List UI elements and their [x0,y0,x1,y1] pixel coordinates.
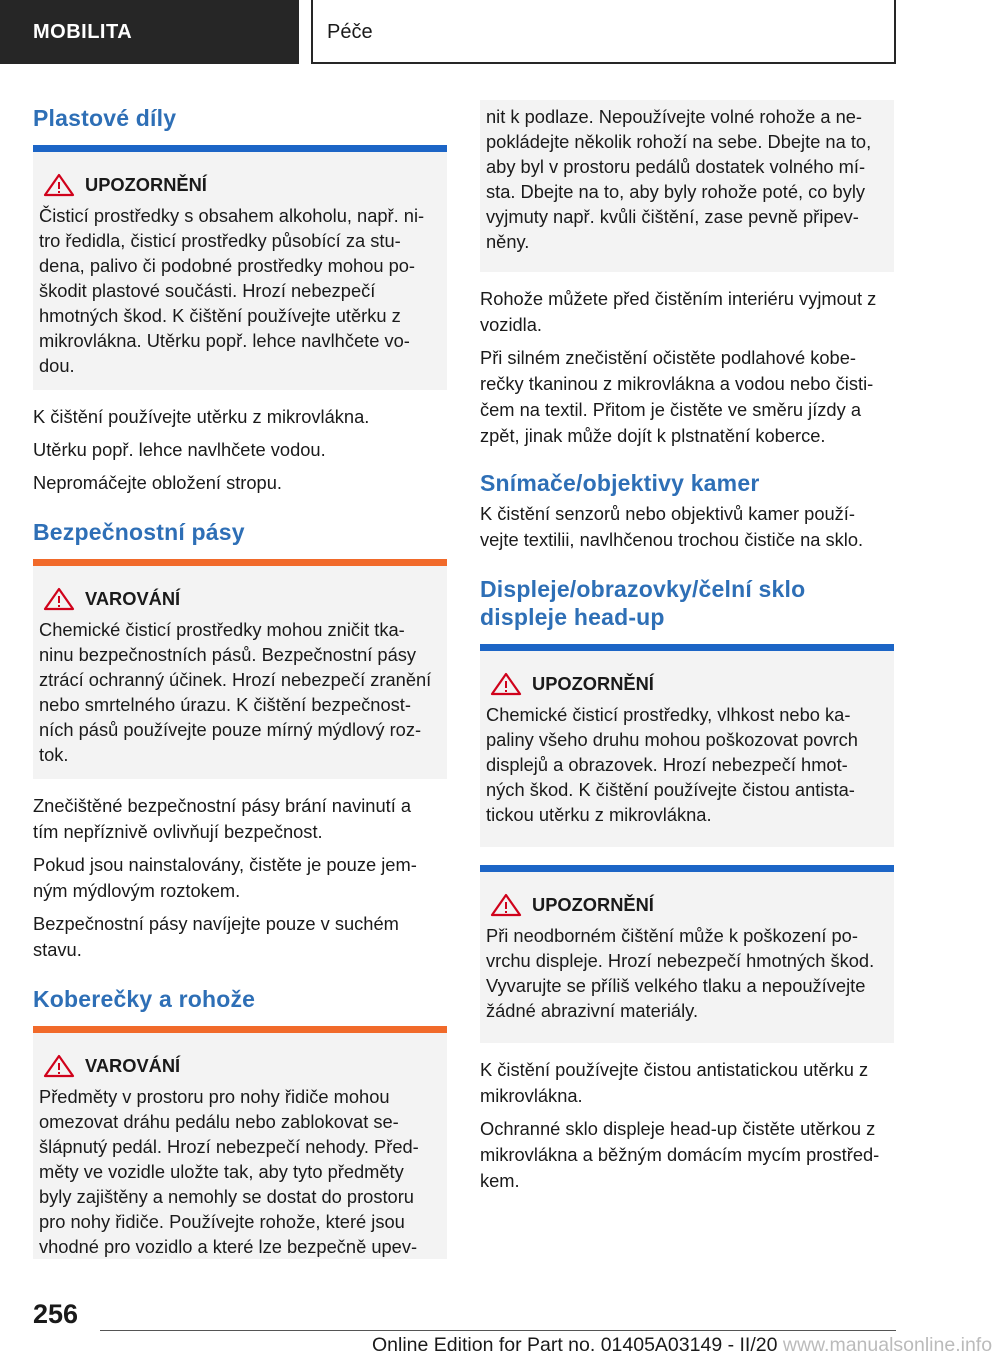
warning-box-seat-belts [33,566,447,779]
notice-line: mikrovlákna. Utěrku popř. lehce navlhčete vo- [39,330,410,351]
warning-line: byly zajištěny a nemohly se dostat do prostoru [39,1186,414,1207]
warning-line: aby byl v prostoru pedálů dostatek volného mí- [486,156,866,177]
footer-edition: Online Edition for Part no. 01405A03149 - II/20 www.manualsonline.info [372,1334,992,1356]
warning-title [39,586,441,611]
warning-label: VAROVÁNÍ [85,588,181,609]
notice-label: UPOZORNĚNÍ [532,673,654,694]
footer-brand-watermark: www.manualsonline.info [782,1334,992,1356]
warning-rule [33,1026,447,1033]
notice-line: ných škod. K čištění používejte čistou antista- [486,779,855,800]
notice-label: UPOZORNĚNÍ [85,174,207,195]
heading-seat-belts: Bezpečnostní pásy [33,519,245,545]
notice-line: Vyvarujte se příliš velkého tlaku a nepoužívejte [486,975,866,996]
notice-rule [480,644,894,651]
warning-line: nebo smrtelného úrazu. K čištění bezpečnost- [39,694,411,715]
paragraph: Při silném znečistění očistěte podlahové kobe- rečky tkaninou z mikrovlákna a vodou nebo čisti- čem na textil. Přitom je čistěte ve směru jízdy a zpět, jinak může dojít k plstnatění koberce. [480,347,874,446]
warning-line: ních pásů používejte pouze mírný mýdlový roz- [39,719,422,740]
warning-line: ztrácí ochranný účinek. Hrozí nebezpečí zranění [39,669,432,690]
warning-line: vyjmuty např. kvůli čištění, zase pevně připev- [486,206,859,227]
notice-title [486,671,888,696]
right-column [480,100,894,1194]
warning-line: měty ve vozidle uložte tak, aby tyto předměty [39,1161,404,1182]
notice-line: hmotných škod. K čištění používejte utěrku z [39,305,401,326]
warning-line: něny. [486,231,530,252]
chapter-tab: Péče [311,0,896,64]
notice-box-displays-2 [480,872,894,1043]
paragraph: K čistění používejte čistou antistatickou utěrku z mikrovlákna. [480,1059,869,1106]
warning-line: pokládejte několik rohoží na sebe. Dbejte na to, [486,131,872,152]
notice-line: žádné abrazivní materiály. [486,1000,699,1021]
warning-label: VAROVÁNÍ [85,1055,181,1076]
warning-triangle-icon [490,672,522,696]
paragraph: Znečištěné bezpečnostní pásy brání navinutí a tím nepříznivě ovlivňují bezpečnost. [33,795,412,842]
warning-line: šlápnutý pedál. Hrozí nebezpečí nehody. Před- [39,1136,419,1157]
left-column [33,100,447,1259]
warning-triangle-icon [43,173,75,197]
paragraph: Utěrku popř. lehce navlhčete vodou. [33,439,326,460]
warning-line: tok. [39,744,69,765]
notice-line: tickou utěrku z mikrovlákna. [486,804,712,825]
paragraph: Pokud jsou nainstalovány, čistěte je pouze jem- ným mýdlovým roztokem. [33,854,417,901]
heading-floor-mats: Koberečky a rohože [33,986,256,1012]
footer-divider [100,1330,896,1331]
paragraph: K čištění používejte utěrku z mikrovlákna. [33,406,370,427]
notice-title [39,172,441,197]
page-number: 256 [33,1299,79,1329]
warning-line: vhodné pro vozidlo a které lze bezpečně upev- [39,1236,418,1257]
notice-box-displays-1 [480,651,894,847]
warning-title [39,1053,441,1078]
notice-line: vrchu displeje. Hrozí nebezpečí hmotných škod. [486,950,875,971]
notice-rule [480,865,894,872]
paragraph: Ochranné sklo displeje head-up čistěte utěrkou z mikrovlákna a běžným domácím mycím prostřed- kem. [480,1118,880,1191]
warning-line: nit k podlaze. Nepoužívejte volné rohože a ne- [486,106,863,127]
warning-box-floor-mats [33,1033,447,1259]
paragraph: Rohože můžete před čistěním interiéru vyjmout z vozidla. [480,288,877,335]
warning-triangle-icon [43,587,75,611]
notice-line: Při neodborném čištění může k poškození po- [486,925,858,946]
warning-line: Předměty v prostoru pro nohy řidiče mohou [39,1086,390,1107]
notice-line: dou. [39,355,75,376]
warning-triangle-icon [490,893,522,917]
warning-rule [33,559,447,566]
paragraph: Bezpečnostní pásy navíjejte pouze v suchém stavu. [33,913,399,960]
notice-line: displejů a obrazovek. Hrozí nebezpečí hmot- [486,754,848,775]
notice-line: paliny všeho druhu mohou poškozovat povrch [486,729,858,750]
notice-line: dena, palivo či podobné prostředky mohou po- [39,255,416,276]
heading-displays: Displeje/obrazovky/čelní sklo displeje head-up [480,576,806,630]
warning-line: pro nohy řidiče. Používejte rohože, které jsou [39,1211,405,1232]
paragraph: Nepromáčejte obložení stropu. [33,472,282,493]
notice-line: škodit plastové součásti. Hrozí nebezpečí [39,280,376,301]
warning-box-continued [480,100,894,272]
notice-title [486,892,888,917]
heading-plastic-parts: Plastové díly [33,105,177,131]
paragraph: K čistění senzorů nebo objektivů kamer použí- vejte textilii, navlhčenou trochou čističe na sklo. [480,503,864,550]
notice-line: Čisticí prostředky s obsahem alkoholu, např. ni- [39,205,425,226]
notice-label: UPOZORNĚNÍ [532,894,654,915]
heading-camera-sensors: Snímače/objektivy kamer [480,470,760,496]
section-tab: MOBILITA [0,0,299,64]
warning-line: omezovat dráhu pedálu nebo zablokovat se- [39,1111,399,1132]
notice-line: Chemické čisticí prostředky, vlhkost nebo ka- [486,704,851,725]
warning-line: Chemické čisticí prostředky mohou zničit tka- [39,619,405,640]
notice-box-plastic [33,152,447,390]
warning-line: ninu bezpečnostních pásů. Bezpečnostní pásy [39,644,417,665]
notice-rule [33,145,447,152]
warning-line: sta. Dbejte na to, aby byly rohože poté, co byly [486,181,866,202]
notice-line: tro ředidla, čisticí prostředky působící za stu- [39,230,401,251]
warning-triangle-icon [43,1054,75,1078]
